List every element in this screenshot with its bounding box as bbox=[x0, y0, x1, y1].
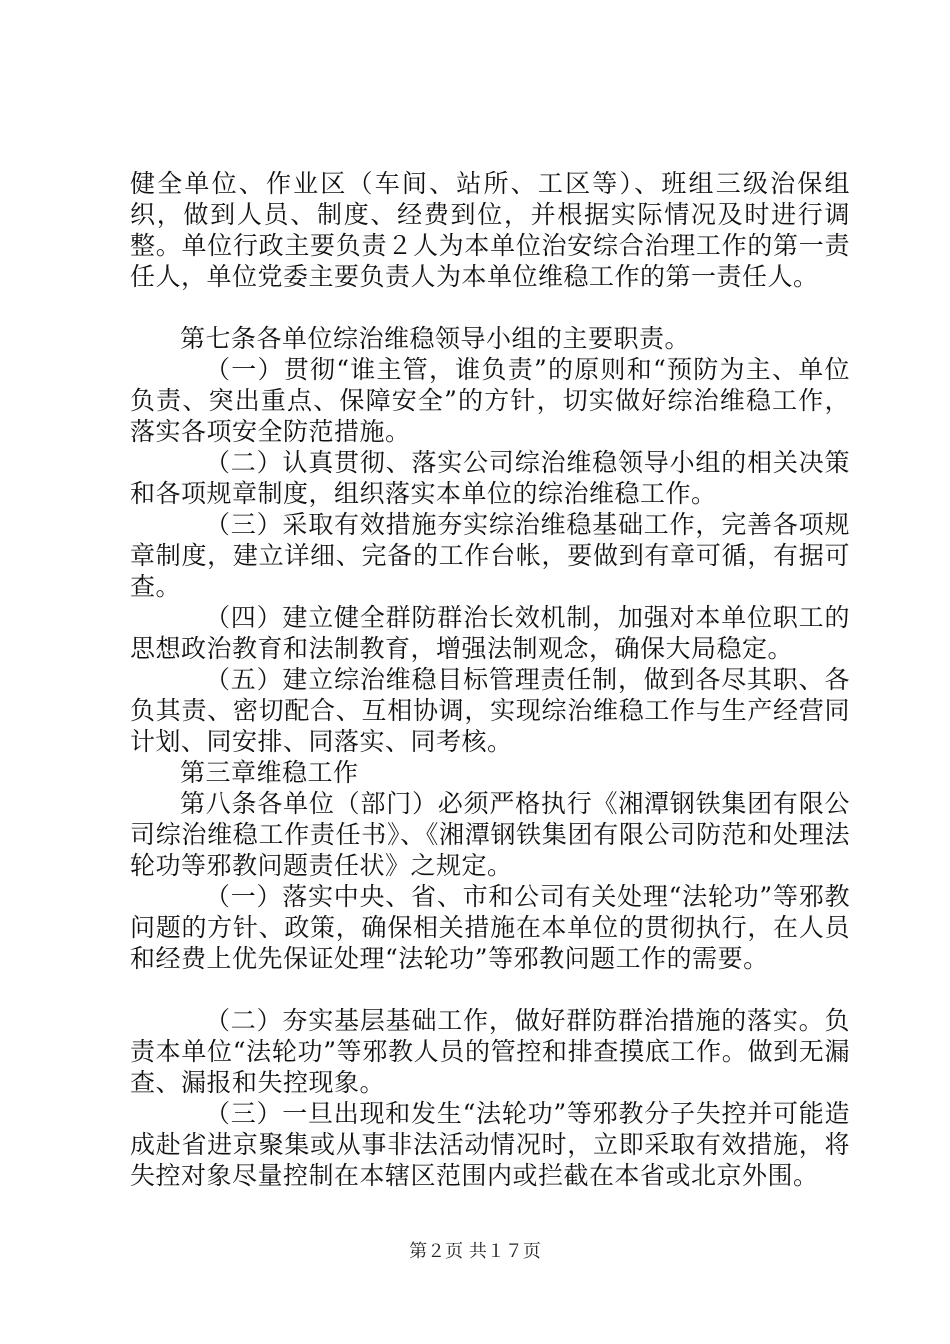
paragraph-article-8-item-2: （二）夯实基层基础工作，做好群防群治措施的落实。负责本单位“法轮功”等邪教人员的管控和排查摸底工作。做到无漏查、漏报和失控现象。 bbox=[130, 1006, 850, 1097]
paragraph-article-8-heading: 第八条各单位（部门）必须严格执行《湘潭钢铁集团有限公司综治维稳工作责任书》、《湘潭钢铁集团有限公司防范和处理法轮功等邪教问题责任状》之规定。 bbox=[130, 789, 850, 880]
document-body bbox=[130, 168, 850, 1191]
paragraph-article-8-item-3: （三）一旦出现和发生“法轮功”等邪教分子失控并可能造成赴省进京聚集或从事非法活动情况时，立即采取有效措施，将失控对象尽量控制在本辖区范围内或拦截在本省或北京外围。 bbox=[130, 1099, 850, 1190]
paragraph-article-7-heading: 第七条各单位综治维稳领导小组的主要职责。 bbox=[180, 324, 691, 353]
paragraph-intro: 健全单位、作业区（车间、站所、工区等）、班组三级治保组织，做到人员、制度、经费到位，并根据实际情况及时进行调整。单位行政主要负责２人为本单位治安综合治理工作的第一责任人，单位党委主要负责人为本单位维稳工作的第一责任人。 bbox=[130, 169, 850, 291]
chapter-heading: 第三章维稳工作 bbox=[180, 758, 359, 787]
paragraph-article-8-item-1: （一）落实中央、省、市和公司有关处理“法轮功”等邪教问题的方针、政策，确保相关措施在本单位的贯彻执行，在人员和经费上优先保证处理“法轮功”等邪教问题工作的需要。 bbox=[130, 882, 850, 973]
paragraph-article-7-item-4: （四）建立健全群防群治长效机制，加强对本单位职工的思想政治教育和法制教育，增强法制观念，确保大局稳定。 bbox=[130, 603, 850, 663]
page-footer: 第２页 共１７页 bbox=[409, 1241, 541, 1262]
paragraph-article-7-item-5: （五）建立综治维稳目标管理责任制，做到各尽其职、各负其责、密切配合、互相协调，实现综治维稳工作与生产经营同计划、同安排、同落实、同考核。 bbox=[130, 665, 850, 756]
paragraph-article-7-item-1: （一）贯彻“谁主管，谁负责”的原则和“预防为主、单位负责、突出重点、保障安全”的方针，切实做好综治维稳工作，落实各项安全防范措施。 bbox=[130, 355, 850, 446]
paragraph-article-7-item-2: （二）认真贯彻、落实公司综治维稳领导小组的相关决策和各项规章制度，组织落实本单位的综治维稳工作。 bbox=[130, 448, 850, 508]
paragraph-article-7-item-3: （三）采取有效措施夯实综治维稳基础工作，完善各项规章制度，建立详细、完备的工作台帐，要做到有章可循，有据可查。 bbox=[130, 510, 850, 601]
